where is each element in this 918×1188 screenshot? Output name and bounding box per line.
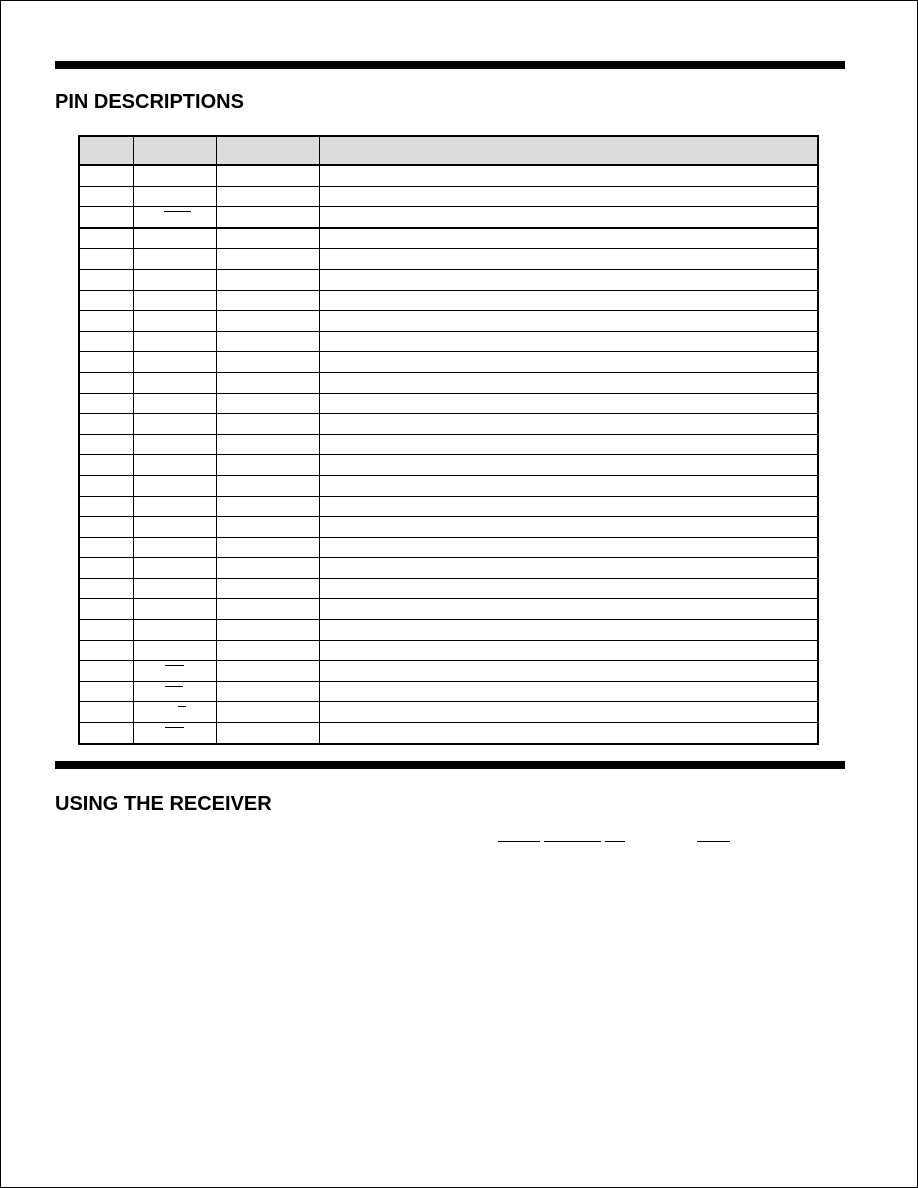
type-cell <box>216 702 319 723</box>
function-cell <box>319 186 818 207</box>
pin-cell <box>79 455 133 476</box>
name-cell <box>133 311 216 332</box>
pin-cell <box>79 352 133 373</box>
pin-cell <box>79 537 133 558</box>
table-row <box>79 249 818 270</box>
type-cell <box>216 475 319 496</box>
function-cell <box>319 517 818 538</box>
name-cell <box>133 496 216 517</box>
function-cell <box>319 207 818 228</box>
name-cell <box>133 228 216 249</box>
name-cell <box>133 681 216 702</box>
function-cell <box>319 249 818 270</box>
pin-cell <box>79 661 133 682</box>
function-cell <box>319 496 818 517</box>
function-cell <box>319 414 818 435</box>
type-cell <box>216 578 319 599</box>
signal-overbar <box>178 706 186 707</box>
function-cell <box>319 599 818 620</box>
name-cell <box>133 702 216 723</box>
pin-descriptions-heading: PIN DESCRIPTIONS <box>55 91 244 113</box>
name-cell <box>133 372 216 393</box>
type-cell <box>216 372 319 393</box>
function-cell <box>319 620 818 641</box>
pin-cell <box>79 640 133 661</box>
type-cell <box>216 434 319 455</box>
overbar-marks <box>1 841 918 845</box>
pin-cell <box>79 620 133 641</box>
type-cell <box>216 352 319 373</box>
table-row <box>79 393 818 414</box>
function-cell <box>319 537 818 558</box>
type-cell <box>216 249 319 270</box>
overbar-mark <box>697 841 730 842</box>
section-divider-middle <box>55 761 845 769</box>
table-row <box>79 311 818 332</box>
pin-cell <box>79 269 133 290</box>
function-column-header <box>319 136 818 165</box>
function-cell <box>319 578 818 599</box>
name-cell <box>133 475 216 496</box>
type-cell <box>216 640 319 661</box>
pin-cell <box>79 434 133 455</box>
type-cell <box>216 620 319 641</box>
type-cell <box>216 165 319 186</box>
function-cell <box>319 434 818 455</box>
name-cell <box>133 207 216 228</box>
table-row <box>79 186 818 207</box>
function-cell <box>319 290 818 311</box>
pin-cell <box>79 372 133 393</box>
pin-cell <box>79 723 133 744</box>
table-row <box>79 372 818 393</box>
pin-cell <box>79 517 133 538</box>
table-row <box>79 620 818 641</box>
function-cell <box>319 352 818 373</box>
function-cell <box>319 311 818 332</box>
type-cell <box>216 455 319 476</box>
function-cell <box>319 165 818 186</box>
table-row <box>79 352 818 373</box>
pin-cell <box>79 578 133 599</box>
name-cell <box>133 455 216 476</box>
pin-column-header <box>79 136 133 165</box>
function-cell <box>319 661 818 682</box>
name-cell <box>133 290 216 311</box>
table-row <box>79 723 818 744</box>
name-cell <box>133 393 216 414</box>
function-cell <box>319 475 818 496</box>
type-cell <box>216 290 319 311</box>
type-cell <box>216 558 319 579</box>
function-cell <box>319 228 818 249</box>
name-cell <box>133 661 216 682</box>
function-cell <box>319 702 818 723</box>
type-cell <box>216 517 319 538</box>
name-cell <box>133 558 216 579</box>
table-row <box>79 661 818 682</box>
pin-cell <box>79 165 133 186</box>
table-row <box>79 496 818 517</box>
table-row <box>79 475 818 496</box>
name-column-header <box>133 136 216 165</box>
pin-cell <box>79 331 133 352</box>
pin-cell <box>79 186 133 207</box>
name-cell <box>133 517 216 538</box>
function-cell <box>319 681 818 702</box>
name-cell <box>133 578 216 599</box>
overbar-mark <box>605 841 625 842</box>
function-cell <box>319 640 818 661</box>
function-cell <box>319 331 818 352</box>
table-row <box>79 455 818 476</box>
function-cell <box>319 723 818 744</box>
signal-overbar <box>165 727 184 728</box>
name-cell <box>133 165 216 186</box>
table-row <box>79 228 818 249</box>
pin-cell <box>79 558 133 579</box>
using-the-receiver-heading: USING THE RECEIVER <box>55 793 272 815</box>
signal-overbar <box>165 665 184 666</box>
name-cell <box>133 331 216 352</box>
name-cell <box>133 537 216 558</box>
function-cell <box>319 269 818 290</box>
type-cell <box>216 228 319 249</box>
table-row <box>79 434 818 455</box>
table-row <box>79 578 818 599</box>
function-cell <box>319 393 818 414</box>
pin-cell <box>79 414 133 435</box>
signal-overbar <box>164 211 191 212</box>
table-header-row <box>79 136 818 165</box>
type-cell <box>216 661 319 682</box>
pin-cell <box>79 207 133 228</box>
type-cell <box>216 599 319 620</box>
type-cell <box>216 207 319 228</box>
pin-cell <box>79 599 133 620</box>
table-row <box>79 331 818 352</box>
pin-descriptions-table <box>78 135 819 745</box>
function-cell <box>319 372 818 393</box>
table-row <box>79 414 818 435</box>
table-row <box>79 207 818 228</box>
function-cell <box>319 455 818 476</box>
function-cell <box>319 558 818 579</box>
table-row <box>79 640 818 661</box>
type-cell <box>216 331 319 352</box>
name-cell <box>133 434 216 455</box>
pin-cell <box>79 475 133 496</box>
name-cell <box>133 723 216 744</box>
type-cell <box>216 269 319 290</box>
signal-overbar <box>165 686 183 687</box>
pin-cell <box>79 311 133 332</box>
name-cell <box>133 352 216 373</box>
name-cell <box>133 269 216 290</box>
table-row <box>79 537 818 558</box>
type-cell <box>216 496 319 517</box>
overbar-mark <box>544 841 601 842</box>
pin-cell <box>79 702 133 723</box>
pin-cell <box>79 393 133 414</box>
table-row <box>79 290 818 311</box>
name-cell <box>133 249 216 270</box>
name-cell <box>133 414 216 435</box>
pin-cell <box>79 290 133 311</box>
name-cell <box>133 640 216 661</box>
table-row <box>79 558 818 579</box>
overbar-mark <box>498 841 540 842</box>
pin-cell <box>79 681 133 702</box>
table-row <box>79 269 818 290</box>
table-row <box>79 702 818 723</box>
type-column-header <box>216 136 319 165</box>
pin-cell <box>79 228 133 249</box>
table-row <box>79 165 818 186</box>
type-cell <box>216 414 319 435</box>
type-cell <box>216 186 319 207</box>
type-cell <box>216 393 319 414</box>
table-row <box>79 681 818 702</box>
pin-cell <box>79 496 133 517</box>
type-cell <box>216 723 319 744</box>
table-row <box>79 599 818 620</box>
pin-cell <box>79 249 133 270</box>
name-cell <box>133 186 216 207</box>
table-row <box>79 517 818 538</box>
name-cell <box>133 620 216 641</box>
type-cell <box>216 681 319 702</box>
type-cell <box>216 537 319 558</box>
section-divider-top <box>55 61 845 69</box>
type-cell <box>216 311 319 332</box>
name-cell <box>133 599 216 620</box>
